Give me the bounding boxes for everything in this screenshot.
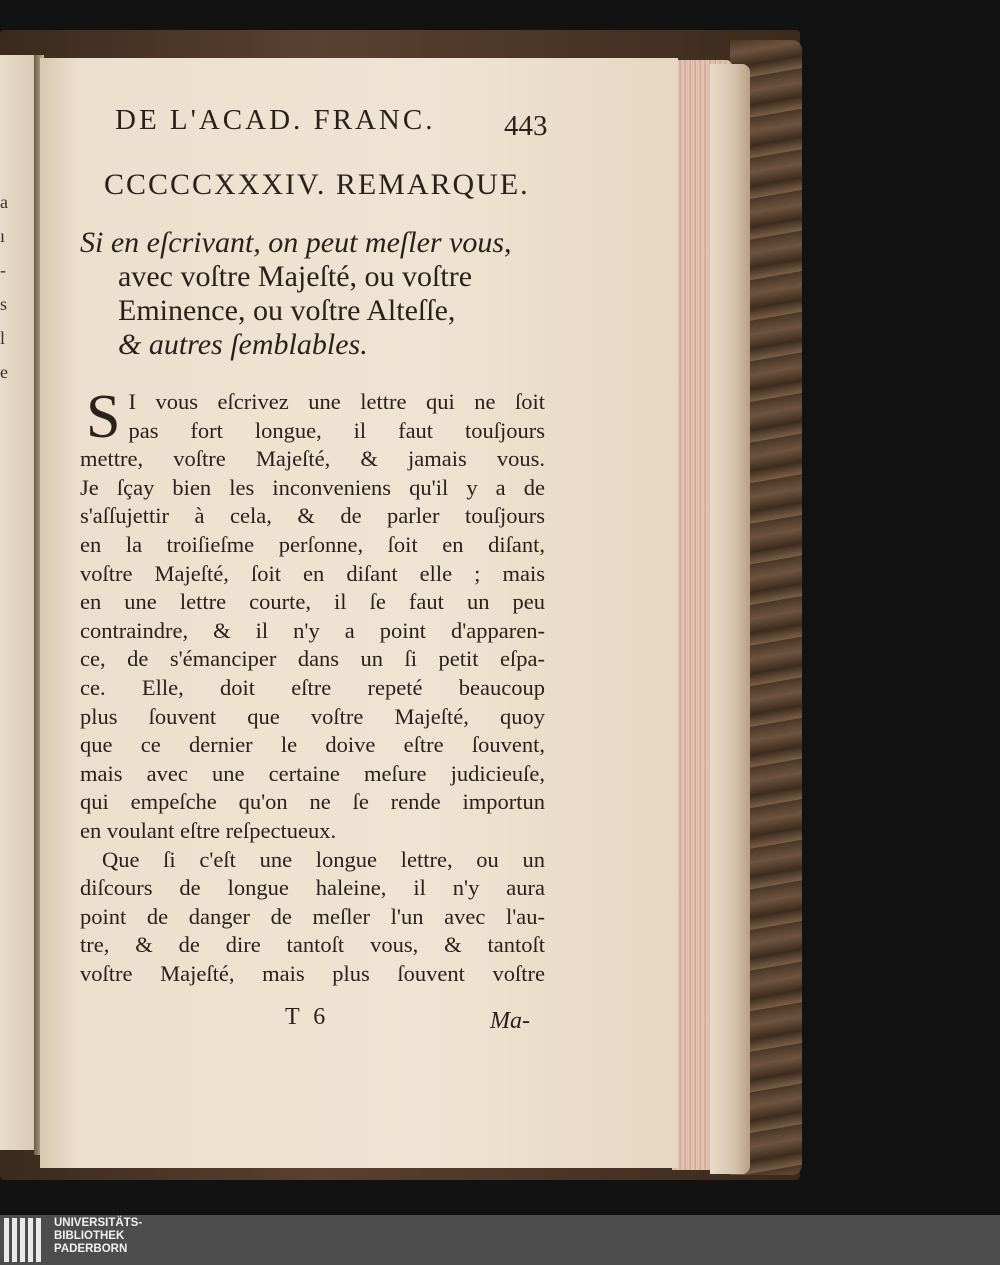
body-line: tre, & de dire tantoſt vous, & tantoſt [80,932,545,958]
left-page-fragments: a ı - s l e [0,192,8,382]
body-line: voſtre Majeſté, mais plus ſouvent voſtre [80,960,545,986]
body-line: en une lettre courte, il ſe faut un peu [80,589,545,615]
body-line: diſcours de longue haleine, il n'y aura [80,875,545,901]
body-line: qui empeſche qu'on ne ſe rende importun [80,789,545,815]
body-line: I vous eſcrivez une lettre qui ne ſoit [128,389,545,414]
body-line: Je ſçay bien les inconveniens qu'il y a de [80,474,545,500]
library-name-line: UNIVERSITÄTS- [54,1217,143,1229]
signature-mark: T 6 [285,1004,330,1030]
body-line: mettre, voſtre Majeſté, & jamais vous. [80,446,545,472]
body-line: Que ſi c'eſt une longue lettre, ou un [102,846,545,872]
body-text [80,383,545,988]
body-line: plus ſouvent que voſtre Majeſté, quoy [80,703,545,729]
left-page-edge [0,55,36,1150]
body-line: en la troiſieſme perſonne, ſoit en diſant, [80,531,545,557]
library-footer [0,1215,1000,1265]
page-stack-back [710,64,750,1174]
library-name-line: BIBLIOTHEK [54,1230,125,1242]
body-line: en voulant eſtre reſpectueux. [80,817,337,843]
heading-line: avec voſtre Majeſté, ou voſtre [118,260,473,293]
body-line: mais avec une certaine meſure judicieuſe, [80,760,545,786]
drop-cap: S [86,383,121,451]
page-number: 443 [504,110,548,142]
library-logo-icon [4,1218,46,1262]
body-line: contraindre, & il n'y a point d'apparen- [80,617,545,643]
body-line: voſtre Majeſté, ſoit en diſant elle ; mais [80,560,545,586]
body-line: pas fort longue, il faut touſjours [128,417,545,443]
remark-title: CCCCCXXXIV. REMARQUE. [104,168,530,201]
body-line: que ce dernier le doive eſtre ſouvent, [80,732,545,758]
body-line: ce, de s'émanciper dans un ſi petit eſpa- [80,646,545,672]
heading-line: Eminence, ou voſtre Alteſſe, [118,294,456,327]
heading-line: & autres ſemblables. [118,328,368,361]
library-name [54,1217,142,1256]
remark-heading [80,226,550,362]
body-line: point de danger de meſler l'un avec l'au- [80,903,545,929]
catchword: Ma- [490,1008,530,1034]
library-name-line: PADERBORN [54,1243,128,1255]
heading-line: Si en eſcrivant, on peut meſler vous, [80,226,512,259]
body-line: ce. Elle, doit eſtre repeté beaucoup [80,674,545,700]
running-head: DE L'ACAD. FRANC. [115,104,436,136]
body-line: s'aſſujettir à cela, & de parler touſjours [80,503,545,529]
